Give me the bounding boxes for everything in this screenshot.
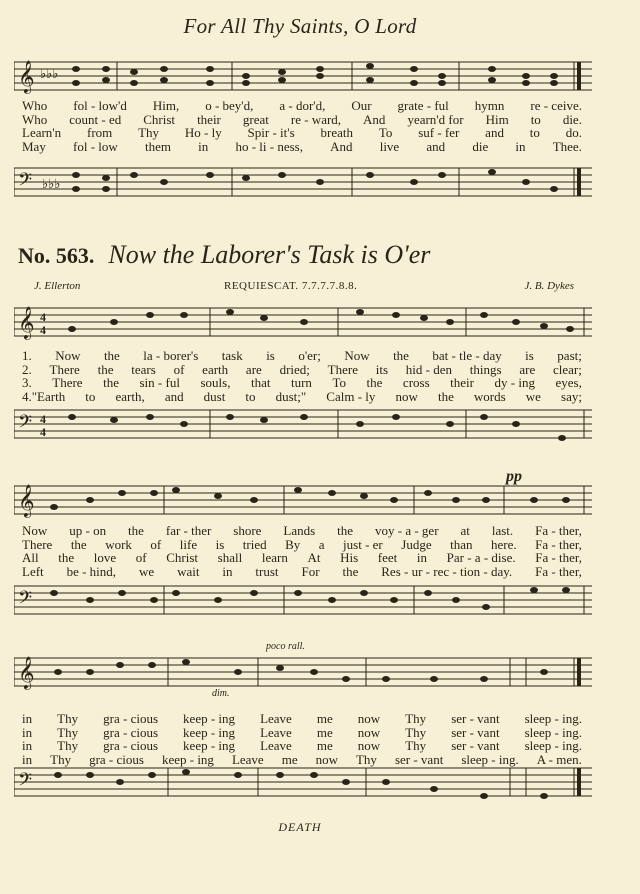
hymn-title: Now the Laborer's Task is O'er xyxy=(108,240,431,269)
lyric-syllable: And xyxy=(330,138,353,154)
svg-text:♭♭♭: ♭♭♭ xyxy=(40,66,59,81)
lyric-syllable: Thy xyxy=(405,738,427,753)
lyric-syllable: their xyxy=(197,111,221,127)
lyric-syllable: dried; xyxy=(279,361,310,377)
svg-text:𝄞: 𝄞 xyxy=(18,658,35,689)
lyric-syllable: gra - cious xyxy=(103,711,159,726)
lyric-syllable: sleep - ing. xyxy=(524,724,582,740)
lyric-syllable: past; xyxy=(557,348,582,363)
lyric-syllable: There xyxy=(22,536,53,552)
lyric-syllable: are xyxy=(519,361,536,377)
lyric-line xyxy=(22,551,582,565)
system3-lyrics xyxy=(22,712,582,766)
lyric-syllable: voy - a - ger xyxy=(375,523,439,538)
lyric-syllable: far - ther xyxy=(165,523,212,538)
lyric-syllable: gra - cious xyxy=(103,724,159,740)
lyric-syllable: them xyxy=(144,138,171,154)
top-hymn-title: For All Thy Saints, O Lord xyxy=(183,14,417,38)
lyric-syllable: clear; xyxy=(552,361,582,377)
dynamic-pp: pp xyxy=(506,468,522,485)
lyric-syllable: eyes, xyxy=(555,375,582,390)
lyric-syllable: o - bey'd, xyxy=(205,98,254,113)
tune-name: REQUIESCAT. 7.7.7.7.8.8. xyxy=(224,280,358,292)
svg-text:𝄢: 𝄢 xyxy=(18,769,33,794)
lyric-syllable: to xyxy=(85,388,96,404)
author-credit: J. Ellerton xyxy=(34,280,81,292)
lyric-line xyxy=(22,726,582,740)
svg-text:𝄢: 𝄢 xyxy=(18,411,33,436)
lyric-syllable: ser - vant xyxy=(451,724,500,740)
lyric-syllable: Thy xyxy=(138,125,160,140)
lyric-syllable: Judge xyxy=(401,536,432,552)
lyric-syllable: Him, xyxy=(152,98,180,113)
lyric-syllable: learn xyxy=(261,550,288,565)
dim-marking: dim. xyxy=(212,688,230,699)
top-bass-staff xyxy=(14,160,592,202)
lyric-syllable: is xyxy=(266,348,275,363)
lyric-syllable: shore xyxy=(233,523,262,538)
lyric-syllable: we xyxy=(138,563,155,579)
lyric-syllable: grate - ful xyxy=(397,98,449,113)
lyric-syllable: its xyxy=(375,361,389,377)
lyric-syllable: Thy xyxy=(405,724,427,740)
lyric-syllable: By xyxy=(285,536,301,552)
system3-treble-staff xyxy=(14,650,592,692)
lyric-syllable: in xyxy=(416,550,428,565)
lyric-line xyxy=(22,99,582,113)
lyric-syllable: say; xyxy=(561,388,582,404)
lyric-syllable: Spir - it's xyxy=(247,125,295,140)
lyric-syllable: and xyxy=(485,125,504,140)
lyric-syllable: of xyxy=(173,361,185,377)
svg-text:♭♭♭: ♭♭♭ xyxy=(42,176,61,191)
lyric-syllable: Leave xyxy=(260,738,292,753)
lyric-syllable: Fa - ther, xyxy=(535,563,582,579)
lyric-syllable: ser - vant xyxy=(451,738,500,753)
lyric-syllable: Par - a - dise. xyxy=(446,550,516,565)
lyric-syllable: are xyxy=(245,361,262,377)
lyric-line xyxy=(22,739,582,753)
lyric-syllable: 4."Earth xyxy=(22,388,66,404)
lyric-syllable: There xyxy=(327,361,358,377)
lyric-syllable: 3. xyxy=(22,375,32,390)
lyric-syllable: Who xyxy=(22,98,48,113)
lyric-syllable: the xyxy=(437,388,454,404)
lyric-syllable: me xyxy=(316,724,333,740)
lyric-syllable: me xyxy=(281,751,298,767)
lyric-syllable: that xyxy=(250,375,271,390)
lyric-syllable: their xyxy=(450,375,474,390)
system1-bass-staff xyxy=(14,402,592,444)
lyric-syllable: work xyxy=(105,536,132,552)
lyric-syllable: His xyxy=(340,550,359,565)
lyric-syllable: the xyxy=(337,523,354,538)
lyric-syllable: Leave xyxy=(260,724,292,740)
lyric-line xyxy=(22,376,582,390)
lyric-syllable: from xyxy=(86,125,113,140)
system2-treble-staff xyxy=(14,478,592,520)
lyric-line xyxy=(22,113,582,127)
lyric-line xyxy=(22,140,582,154)
hymn-number: No. 563. xyxy=(18,243,95,268)
lyric-syllable: breath xyxy=(320,125,353,140)
lyric-line xyxy=(22,712,582,726)
svg-text:𝄢: 𝄢 xyxy=(18,587,33,612)
lyric-syllable: dust xyxy=(203,388,226,404)
lyric-syllable: is xyxy=(525,348,534,363)
lyric-syllable: re - ward, xyxy=(290,111,342,127)
poco-rall-marking: poco rall. xyxy=(266,641,305,652)
lyric-syllable: now xyxy=(357,724,381,740)
lyric-syllable: Him xyxy=(485,111,509,127)
lyric-line xyxy=(22,524,582,538)
lyric-line xyxy=(22,126,582,140)
lyric-syllable: now xyxy=(357,738,381,753)
svg-text:𝄞: 𝄞 xyxy=(18,62,35,93)
lyric-syllable: Now xyxy=(55,348,81,363)
lyric-syllable: dy - ing xyxy=(494,375,535,390)
lyric-syllable: sin - ful xyxy=(139,375,180,390)
lyric-line xyxy=(22,538,582,552)
lyric-syllable: Calm - ly xyxy=(326,388,376,404)
lyric-syllable: words xyxy=(473,388,506,404)
lyric-syllable: in xyxy=(515,138,526,154)
lyric-syllable: the xyxy=(103,375,119,390)
lyric-syllable: sleep - ing. xyxy=(524,711,582,726)
lyric-syllable: ser - vant xyxy=(394,751,444,767)
lyric-syllable: just - er xyxy=(343,536,383,552)
lyric-syllable: Leave xyxy=(231,751,264,767)
svg-text:4: 4 xyxy=(40,425,46,439)
lyric-syllable: in xyxy=(22,711,33,726)
lyric-syllable: the xyxy=(103,348,120,363)
lyric-line xyxy=(22,349,582,363)
system1-treble-staff xyxy=(14,300,592,342)
lyric-syllable: to xyxy=(245,388,256,404)
lyric-syllable: hymn xyxy=(474,98,505,113)
svg-text:4: 4 xyxy=(40,323,46,337)
lyric-syllable: me xyxy=(316,738,333,753)
lyric-syllable: trust xyxy=(255,563,279,579)
lyric-syllable: than xyxy=(450,536,473,552)
lyric-syllable: earth xyxy=(202,361,229,377)
lyric-syllable: gra - cious xyxy=(103,738,159,753)
lyric-syllable: die xyxy=(472,138,489,154)
lyric-syllable: do. xyxy=(565,125,582,140)
lyric-syllable: There xyxy=(52,375,83,390)
lyric-syllable: tears xyxy=(131,361,156,377)
lyric-syllable: bat - tle - day xyxy=(432,348,502,363)
lyric-syllable: tried xyxy=(242,536,267,552)
lyric-syllable: Ho - ly xyxy=(184,125,222,140)
category-footer: DEATH xyxy=(278,820,322,834)
lyric-syllable: cross xyxy=(402,375,430,390)
lyric-syllable: the xyxy=(342,563,359,579)
lyric-syllable: hid - den xyxy=(405,361,453,377)
lyric-syllable: Who xyxy=(22,111,48,127)
system2-lyrics xyxy=(22,524,582,578)
lyric-syllable: A - men. xyxy=(536,751,582,767)
lyric-syllable: love xyxy=(93,550,117,565)
lyric-syllable: Christ xyxy=(166,550,199,565)
lyric-syllable: Now xyxy=(22,523,48,538)
lyric-syllable: the xyxy=(366,375,383,390)
lyric-syllable: sleep - ing. xyxy=(461,751,519,767)
lyric-syllable: Thy xyxy=(57,711,79,726)
lyric-syllable: the xyxy=(393,348,409,363)
svg-text:𝄢: 𝄢 xyxy=(18,169,33,194)
lyric-syllable: keep - ing xyxy=(183,711,236,726)
lyric-line xyxy=(22,565,582,579)
svg-text:4: 4 xyxy=(40,412,46,426)
lyric-syllable: we xyxy=(525,388,541,404)
lyric-syllable: turn xyxy=(290,375,312,390)
svg-text:4: 4 xyxy=(40,310,46,324)
lyric-line xyxy=(22,390,582,404)
lyric-syllable: now xyxy=(357,711,381,726)
lyric-syllable: Res - ur - rec - tion - day. xyxy=(381,563,513,579)
lyric-syllable: feet xyxy=(377,550,398,565)
lyric-syllable: a - dor'd, xyxy=(279,98,326,113)
lyric-syllable: in xyxy=(22,738,33,753)
lyric-syllable: Thy xyxy=(405,711,427,726)
lyric-syllable: is xyxy=(215,536,225,552)
lyric-syllable: Thy xyxy=(50,751,72,767)
lyric-syllable: Fa - ther, xyxy=(535,550,582,565)
lyric-syllable: souls, xyxy=(200,375,231,390)
lyric-syllable: life xyxy=(179,536,198,552)
lyric-syllable: Our xyxy=(351,98,372,113)
lyric-syllable: to xyxy=(530,111,541,127)
lyric-syllable: May xyxy=(22,138,46,154)
lyric-syllable: of xyxy=(135,550,147,565)
lyric-syllable: fol - low xyxy=(73,138,118,154)
lyric-syllable: There xyxy=(49,361,80,377)
lyric-syllable: now xyxy=(395,388,418,404)
lyric-syllable: At xyxy=(307,550,321,565)
top-hymn-lyrics xyxy=(22,99,582,153)
lyric-syllable: things xyxy=(469,361,502,377)
lyric-syllable: fol - low'd xyxy=(73,98,127,113)
lyric-syllable: Thee. xyxy=(552,138,582,154)
lyric-syllable: 2. xyxy=(22,361,32,377)
lyric-syllable: now xyxy=(315,751,338,767)
lyric-syllable: 1. xyxy=(22,348,32,363)
lyric-syllable: at xyxy=(460,523,470,538)
svg-text:𝄞: 𝄞 xyxy=(18,308,35,339)
lyric-syllable: last. xyxy=(491,523,514,538)
lyric-syllable: the xyxy=(128,523,144,538)
lyric-syllable: o'er; xyxy=(298,348,321,363)
lyric-syllable: task xyxy=(221,348,243,363)
lyric-syllable: keep - ing xyxy=(183,738,236,753)
lyric-syllable: in xyxy=(198,138,209,154)
lyric-syllable: die. xyxy=(562,111,582,127)
lyric-syllable: ho - li - ness, xyxy=(235,138,303,154)
lyric-syllable: and xyxy=(164,388,184,404)
lyric-syllable: yearn'd for xyxy=(407,111,464,127)
lyric-syllable: in xyxy=(22,724,33,740)
lyric-syllable: For xyxy=(301,563,320,579)
lyric-syllable: the xyxy=(97,361,114,377)
lyric-syllable: gra - cious xyxy=(89,751,144,767)
lyric-syllable: dust;" xyxy=(275,388,307,404)
lyric-syllable: the xyxy=(58,550,75,565)
system1-lyrics xyxy=(22,349,582,403)
lyric-syllable: of xyxy=(150,536,162,552)
system2-bass-staff xyxy=(14,578,592,620)
lyric-syllable: and xyxy=(426,138,446,154)
lyric-syllable: earth, xyxy=(115,388,145,404)
hymn-header xyxy=(18,240,618,270)
lyric-syllable: Thy xyxy=(57,738,79,753)
lyric-syllable: suf - fer xyxy=(418,125,460,140)
lyric-syllable: re - ceive. xyxy=(530,98,582,113)
lyric-syllable: Now xyxy=(344,348,370,363)
top-treble-staff xyxy=(14,54,592,96)
lyric-syllable: Leave xyxy=(260,711,292,726)
lyric-syllable: wait xyxy=(177,563,200,579)
composer-credit: J. B. Dykes xyxy=(524,280,574,292)
lyric-syllable: here. xyxy=(491,536,517,552)
lyric-syllable: Thy xyxy=(355,751,377,767)
lyric-syllable: me xyxy=(316,711,333,726)
lyric-syllable: Christ xyxy=(143,111,176,127)
lyric-syllable: up - on xyxy=(69,523,107,538)
lyric-syllable: la - borer's xyxy=(143,348,199,363)
lyric-syllable: the xyxy=(70,536,87,552)
lyric-syllable: a xyxy=(318,536,325,552)
lyric-syllable: be - hind, xyxy=(66,563,117,579)
system3-bass-staff xyxy=(14,760,592,802)
lyric-syllable: live xyxy=(379,138,400,154)
lyric-syllable: ser - vant xyxy=(451,711,500,726)
lyric-syllable: in xyxy=(22,751,33,767)
lyric-syllable: Learn'n xyxy=(22,125,62,140)
lyric-syllable: count - ed xyxy=(69,111,122,127)
lyric-syllable: All xyxy=(22,550,39,565)
lyric-syllable: To xyxy=(378,125,393,140)
lyric-syllable: to xyxy=(529,125,540,140)
svg-text:𝄞: 𝄞 xyxy=(18,486,35,517)
lyric-syllable: Thy xyxy=(57,724,79,740)
lyric-line xyxy=(22,363,582,377)
lyric-syllable: shall xyxy=(217,550,243,565)
lyric-syllable: Left xyxy=(22,563,44,579)
lyric-syllable: keep - ing xyxy=(161,751,214,767)
lyric-syllable: Lands xyxy=(283,523,316,538)
lyric-syllable: To xyxy=(332,375,346,390)
lyric-syllable: in xyxy=(222,563,233,579)
lyric-syllable: And xyxy=(363,111,386,127)
lyric-syllable: keep - ing xyxy=(183,724,236,740)
lyric-syllable: Fa - ther, xyxy=(535,523,582,538)
lyric-syllable: sleep - ing. xyxy=(524,738,582,753)
lyric-syllable: great xyxy=(242,111,269,127)
lyric-syllable: Fa - ther, xyxy=(535,536,582,552)
